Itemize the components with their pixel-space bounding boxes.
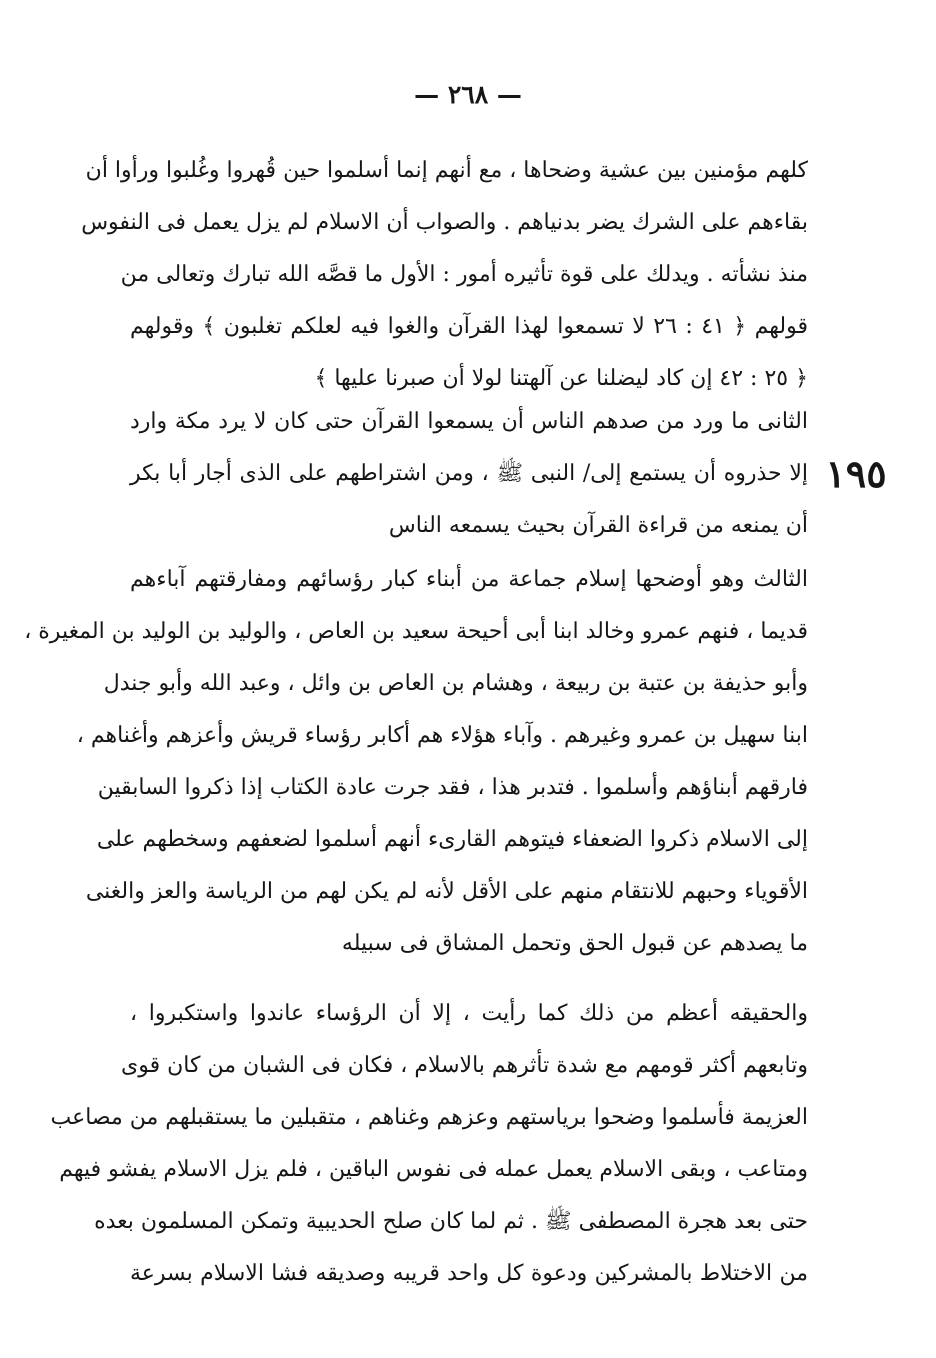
text-line: ﴿ ٢٥ : ٤٢ إن كاد ليضلنا عن آلهتنا لولا أن صبرنا عليها ﴾ [314, 366, 808, 391]
text-line: قولهم ﴿ ٤١ : ٢٦ لا تسمعوا لهذا القرآن والغوا فيه لعلكم تغلبون ﴾ وقولهم [130, 314, 808, 339]
text-line: إلى الاسلام ذكروا الضعفاء فيتوهم القارىء أنهم أسلموا لضعفهم وسخطهم على [96, 827, 808, 852]
margin-reference-number: ١٩٥ [825, 451, 887, 496]
text-line: أن يمنعه من قراءة القرآن بحيث يسمعه الناس [388, 513, 808, 538]
text-line: من الاختلاط بالمشركين ودعوة كل واحد قريبه وصديقه فشا الاسلام بسرعة [130, 1261, 808, 1286]
text-line: حتى بعد هجرة المصطفى ﷺ . ثم لما كان صلح الحديبية وتمكن المسلمون بعده [94, 1209, 808, 1234]
text-line: وتابعهم أكثر قومهم مع شدة تأثرهم بالاسلام ، فكان فى الشبان من كان قوى [121, 1053, 808, 1078]
text-line: الأقوياء وحبهم للانتقام منهم على الأقل لأنه لم يكن لهم من الرياسة والعز والغنى [85, 879, 808, 904]
text-line: الثالث وهو أوضحها إسلام جماعة من أبناء كبار رؤسائهم ومفارقتهم آباءهم [130, 567, 808, 592]
text-line: بقاءهم على الشرك يضر بدنياهم . والصواب أن الاسلام لم يزل يعمل فى النفوس [81, 210, 808, 235]
text-line: قديما ، فنهم عمرو وخالد ابنا أبى أحيحة سعيد بن العاص ، والوليد بن الوليد بن المغيرة ، [24, 619, 808, 644]
text-line: كلهم مؤمنين بين عشية وضحاها ، مع أنهم إنما أسلموا حين قُهروا وغُلبوا ورأوا أن [85, 158, 808, 183]
page-number: — ٢٦٨ — [414, 80, 522, 109]
text-line: منذ نشأته . ويدلك على قوة تأثيره أمور : الأول ما قصَّه الله تبارك وتعالى من [120, 262, 808, 287]
text-line: إلا حذروه أن يستمع إلى/ النبى ﷺ ، ومن اشتراطهم على الذى أجار أبا بكر [130, 461, 808, 486]
text-line: ومتاعب ، وبقى الاسلام يعمل عمله فى نفوس الباقين ، فلم يزل الاسلام يفشو فيهم [59, 1157, 808, 1182]
text-line: فارقهم أبناؤهم وأسلموا . فتدبر هذا ، فقد جرت عادة الكتاب إذا ذكروا السابقين [97, 775, 808, 800]
paragraph-3 [24, 554, 808, 970]
text-line: ابنا سهيل بن عمرو وغيرهم . وآباء هؤلاء هم أكابر رؤساء قريش وأعزهم وأغناهم ، [76, 723, 808, 748]
text-line: والحقيقه أعظم من ذلك كما رأيت ، إلا أن الرؤساء عاندوا واستكبروا ، [130, 1001, 808, 1026]
text-line: وأبو حذيفة بن عتبة بن ربيعة ، وهشام بن العاص بن وائل ، وعبد الله وأبو جندل [103, 671, 808, 696]
paragraph-4 [50, 988, 808, 1300]
text-line: العزيمة فأسلموا وضحوا برياستهم وعزهم وغناهم ، متقبلين ما يستقبلهم من مصاعب [50, 1105, 808, 1130]
text-line: ما يصدهم عن قبول الحق وتحمل المشاق فى سبيله [341, 931, 808, 956]
paragraph-2 [130, 396, 808, 552]
paragraph-1 [81, 145, 808, 405]
text-line: الثانى ما ورد من صدهم الناس أن يسمعوا القرآن حتى كان لا يرد مكة وارد [130, 409, 808, 434]
